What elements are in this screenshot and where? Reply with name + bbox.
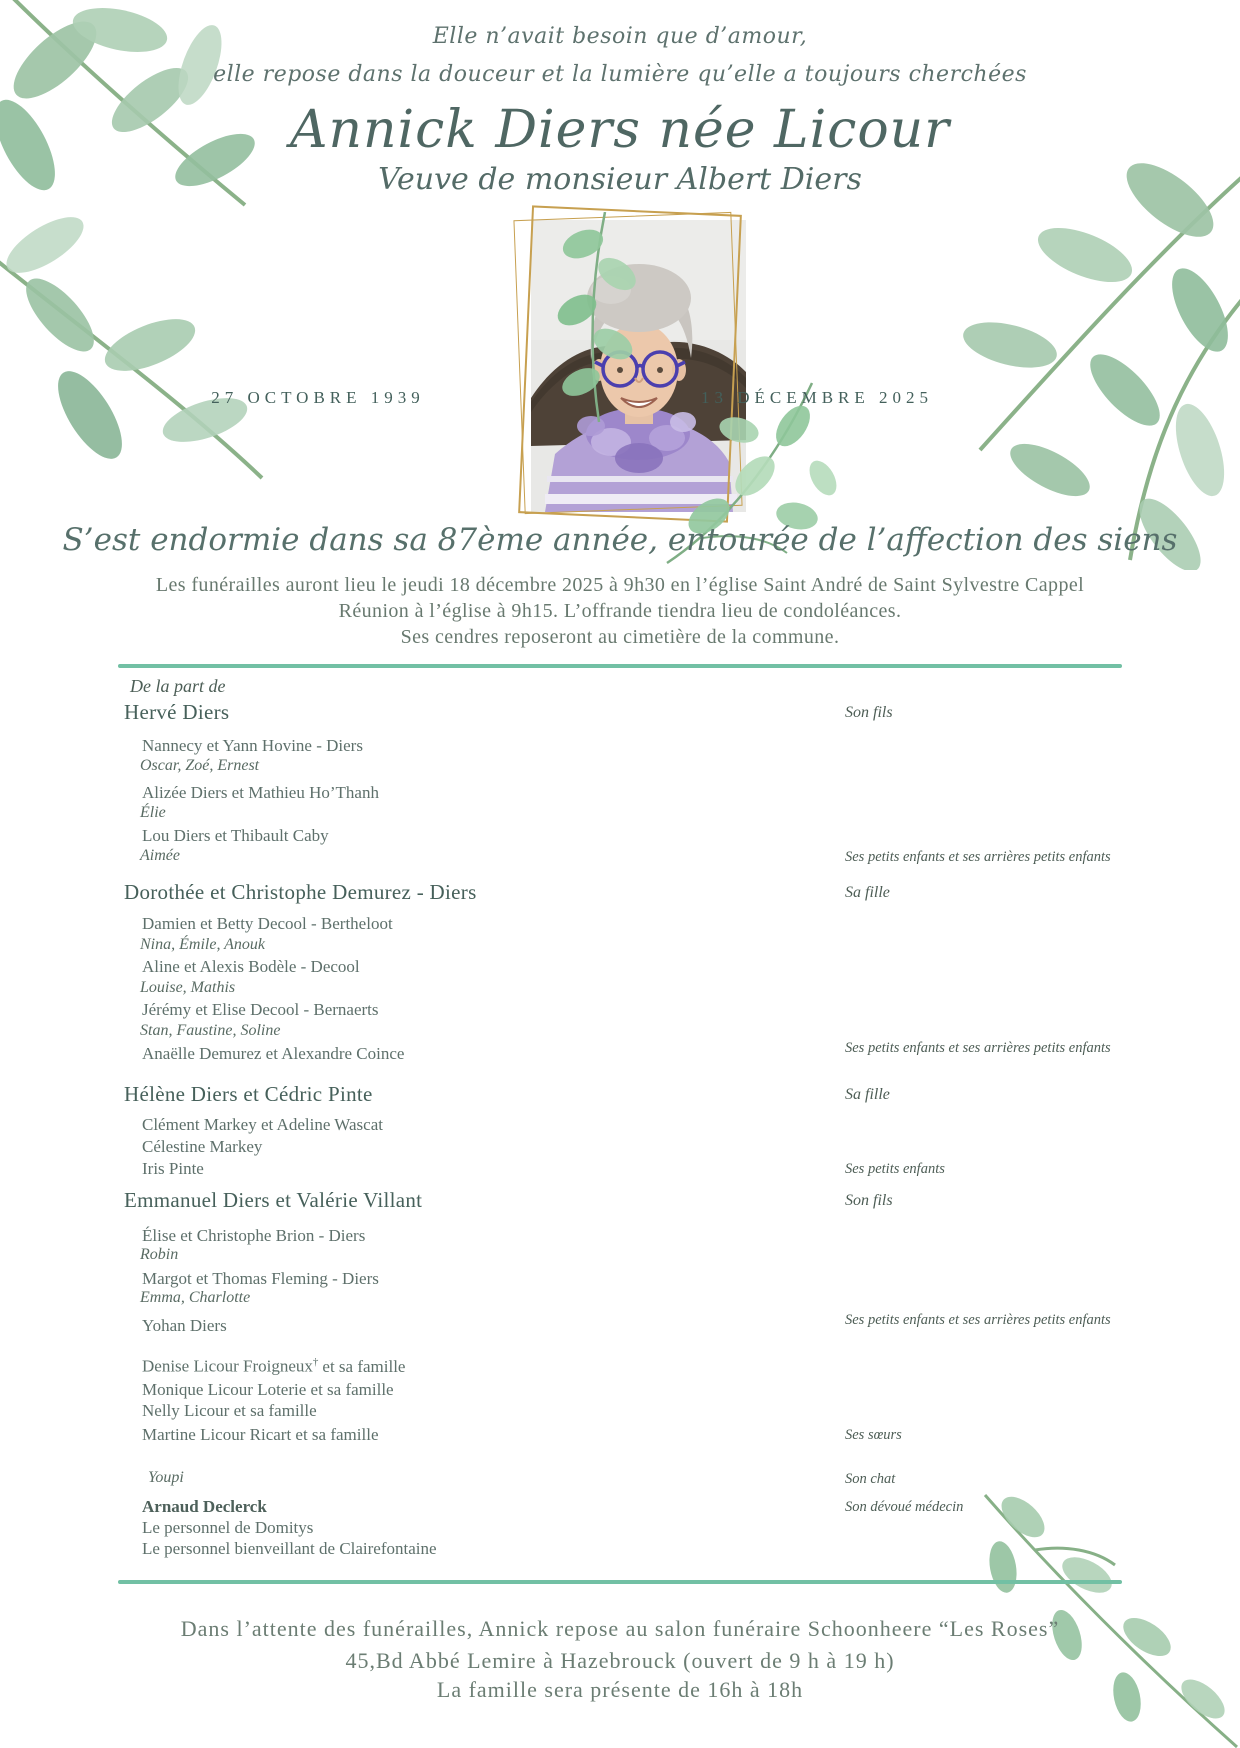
person-name: Aline et Alexis Bodèle - Decool xyxy=(142,957,360,976)
family-row-children xyxy=(118,804,1122,822)
family-row-children xyxy=(118,1289,1122,1307)
person-name: Emmanuel Diers et Valérie Villant xyxy=(124,1188,423,1212)
family-row xyxy=(118,1226,1122,1246)
family-row xyxy=(118,1000,1122,1020)
person-name: Hervé Diers xyxy=(124,700,230,724)
person-name: Le personnel bienveillant de Clairefontaine xyxy=(142,1539,437,1558)
memorial-quote-line2: elle repose dans la douceur et la lumière qu’elle a toujours cherchées xyxy=(213,62,1027,87)
children-names: Nina, Émile, Anouk xyxy=(140,936,266,953)
bottom-divider xyxy=(118,1580,1122,1584)
death-date: 13 DÉCEMBRE 2025 xyxy=(700,388,934,407)
family-list xyxy=(118,0,1122,1560)
family-row xyxy=(118,1159,1122,1179)
children-names: Robin xyxy=(140,1246,179,1263)
funeral-info-line3: Ses cendres reposeront au cimetière de la commune. xyxy=(400,626,840,648)
person-name: Lou Diers et Thibault Caby xyxy=(142,826,329,845)
family-row xyxy=(118,1269,1122,1289)
person-name: Le personnel de Domitys xyxy=(142,1518,314,1537)
relation-label: Sa fille xyxy=(845,884,890,901)
relation-label: Ses petits enfants xyxy=(845,1161,945,1177)
family-row xyxy=(118,1115,1122,1135)
family-row-header xyxy=(118,700,1122,725)
person-name: Élise et Christophe Brion - Diers xyxy=(142,1226,366,1245)
person-name: Jérémy et Elise Decool - Bernaerts xyxy=(142,1000,379,1019)
family-row xyxy=(118,1380,1122,1400)
family-row xyxy=(118,914,1122,934)
footer-line1: Dans l’attente des funérailles, Annick repose au salon funéraire Schoonheere “Les Roses” xyxy=(180,1616,1060,1641)
family-row-children xyxy=(118,1246,1122,1264)
family-row-children xyxy=(118,936,1122,954)
pet-name: Youpi xyxy=(148,1469,184,1486)
family-row-children xyxy=(118,1022,1122,1040)
person-name: Nelly Licour et sa famille xyxy=(142,1401,317,1420)
relation-label: Sa fille xyxy=(845,1086,890,1103)
person-name-part: Denise Licour Froigneux xyxy=(142,1356,313,1376)
person-name: Arnaud Declerck xyxy=(142,1497,267,1516)
relation-label: Son chat xyxy=(845,1471,896,1487)
family-row xyxy=(118,1137,1122,1157)
family-row xyxy=(118,1312,1122,1336)
memorial-quote-line1: Elle n’avait besoin que d’amour, xyxy=(432,24,808,49)
children-names: Louise, Mathis xyxy=(140,979,236,996)
family-row-header xyxy=(118,1082,1122,1107)
family-row-children xyxy=(118,847,1122,865)
relation-label: Ses sœurs xyxy=(845,1427,902,1443)
footer-line2: 45,Bd Abbé Lemire à Hazebrouck (ouvert de 9 h à 19 h) xyxy=(345,1648,895,1673)
person-name: Nannecy et Yann Hovine - Diers xyxy=(142,736,363,755)
relation-label: Son dévoué médecin xyxy=(845,1499,964,1515)
family-row xyxy=(118,1539,1122,1559)
children-names: Stan, Faustine, Soline xyxy=(140,1022,281,1039)
footer-line3: La famille sera présente de 16h à 18h xyxy=(436,1677,804,1702)
relation-label: Ses petits enfants et ses arrières petits enfants xyxy=(845,849,1111,865)
person-name: Margot et Thomas Fleming - Diers xyxy=(142,1269,379,1288)
family-row xyxy=(118,1425,1122,1445)
passing-line: S’est endormie dans sa 87ème année, entourée de l’affection des siens xyxy=(62,522,1178,558)
family-row-header xyxy=(118,1188,1122,1213)
family-row xyxy=(118,1040,1122,1064)
funeral-info-line1: Les funérailles auront lieu le jeudi 18 décembre 2025 à 9h30 en l’église Saint André de Saint Sylvestre Cappel xyxy=(155,574,1085,596)
family-row xyxy=(118,783,1122,803)
relation-label: Ses petits enfants et ses arrières petits enfants xyxy=(845,1312,1111,1328)
person-name: Monique Licour Loterie et sa famille xyxy=(142,1380,394,1399)
person-name: Martine Licour Ricart et sa famille xyxy=(142,1425,379,1444)
funeral-info-line2: Réunion à l’église à 9h15. L’offrande tiendra lieu de condoléances. xyxy=(338,600,902,622)
person-name: Dorothée et Christophe Demurez - Diers xyxy=(124,880,477,904)
relation-label: Son fils xyxy=(845,1192,893,1209)
deceased-subtitle: Veuve de monsieur Albert Diers xyxy=(378,162,862,197)
birth-date: 27 OCTOBRE 1939 xyxy=(211,388,425,407)
person-name: Damien et Betty Decool - Bertheloot xyxy=(142,914,393,933)
family-row-children xyxy=(118,757,1122,775)
family-row-header xyxy=(118,880,1122,905)
children-names: Aimée xyxy=(140,847,180,864)
family-row-pet xyxy=(118,1469,1122,1487)
children-names: Emma, Charlotte xyxy=(140,1289,251,1306)
children-names: Élie xyxy=(140,804,166,821)
person-name: Célestine Markey xyxy=(142,1137,263,1156)
person-name xyxy=(142,1356,405,1377)
person-name: Anaëlle Demurez et Alexandre Coince xyxy=(142,1044,405,1063)
family-row xyxy=(118,957,1122,977)
deceased-dagger: † xyxy=(312,1356,319,1368)
deceased-name: Annick Diers née Licour xyxy=(290,100,950,160)
family-intro-label: De la part de xyxy=(130,676,226,696)
person-name: Yohan Diers xyxy=(142,1316,227,1335)
person-name: Iris Pinte xyxy=(142,1159,204,1178)
children-names: Oscar, Zoé, Ernest xyxy=(140,757,260,774)
family-row-doctor xyxy=(118,1497,1122,1517)
relation-label: Ses petits enfants et ses arrières petits enfants xyxy=(845,1040,1111,1056)
family-row-children xyxy=(118,979,1122,997)
person-name: Clément Markey et Adeline Wascat xyxy=(142,1115,383,1134)
family-row xyxy=(118,1356,1122,1377)
person-name: Alizée Diers et Mathieu Ho’Thanh xyxy=(142,783,379,802)
person-name: Hélène Diers et Cédric Pinte xyxy=(124,1082,373,1106)
family-row xyxy=(118,1401,1122,1421)
relation-label: Son fils xyxy=(845,704,893,721)
person-name-part: et sa famille xyxy=(322,1356,406,1376)
family-row xyxy=(118,1518,1122,1538)
family-row xyxy=(118,826,1122,846)
family-row xyxy=(118,736,1122,756)
